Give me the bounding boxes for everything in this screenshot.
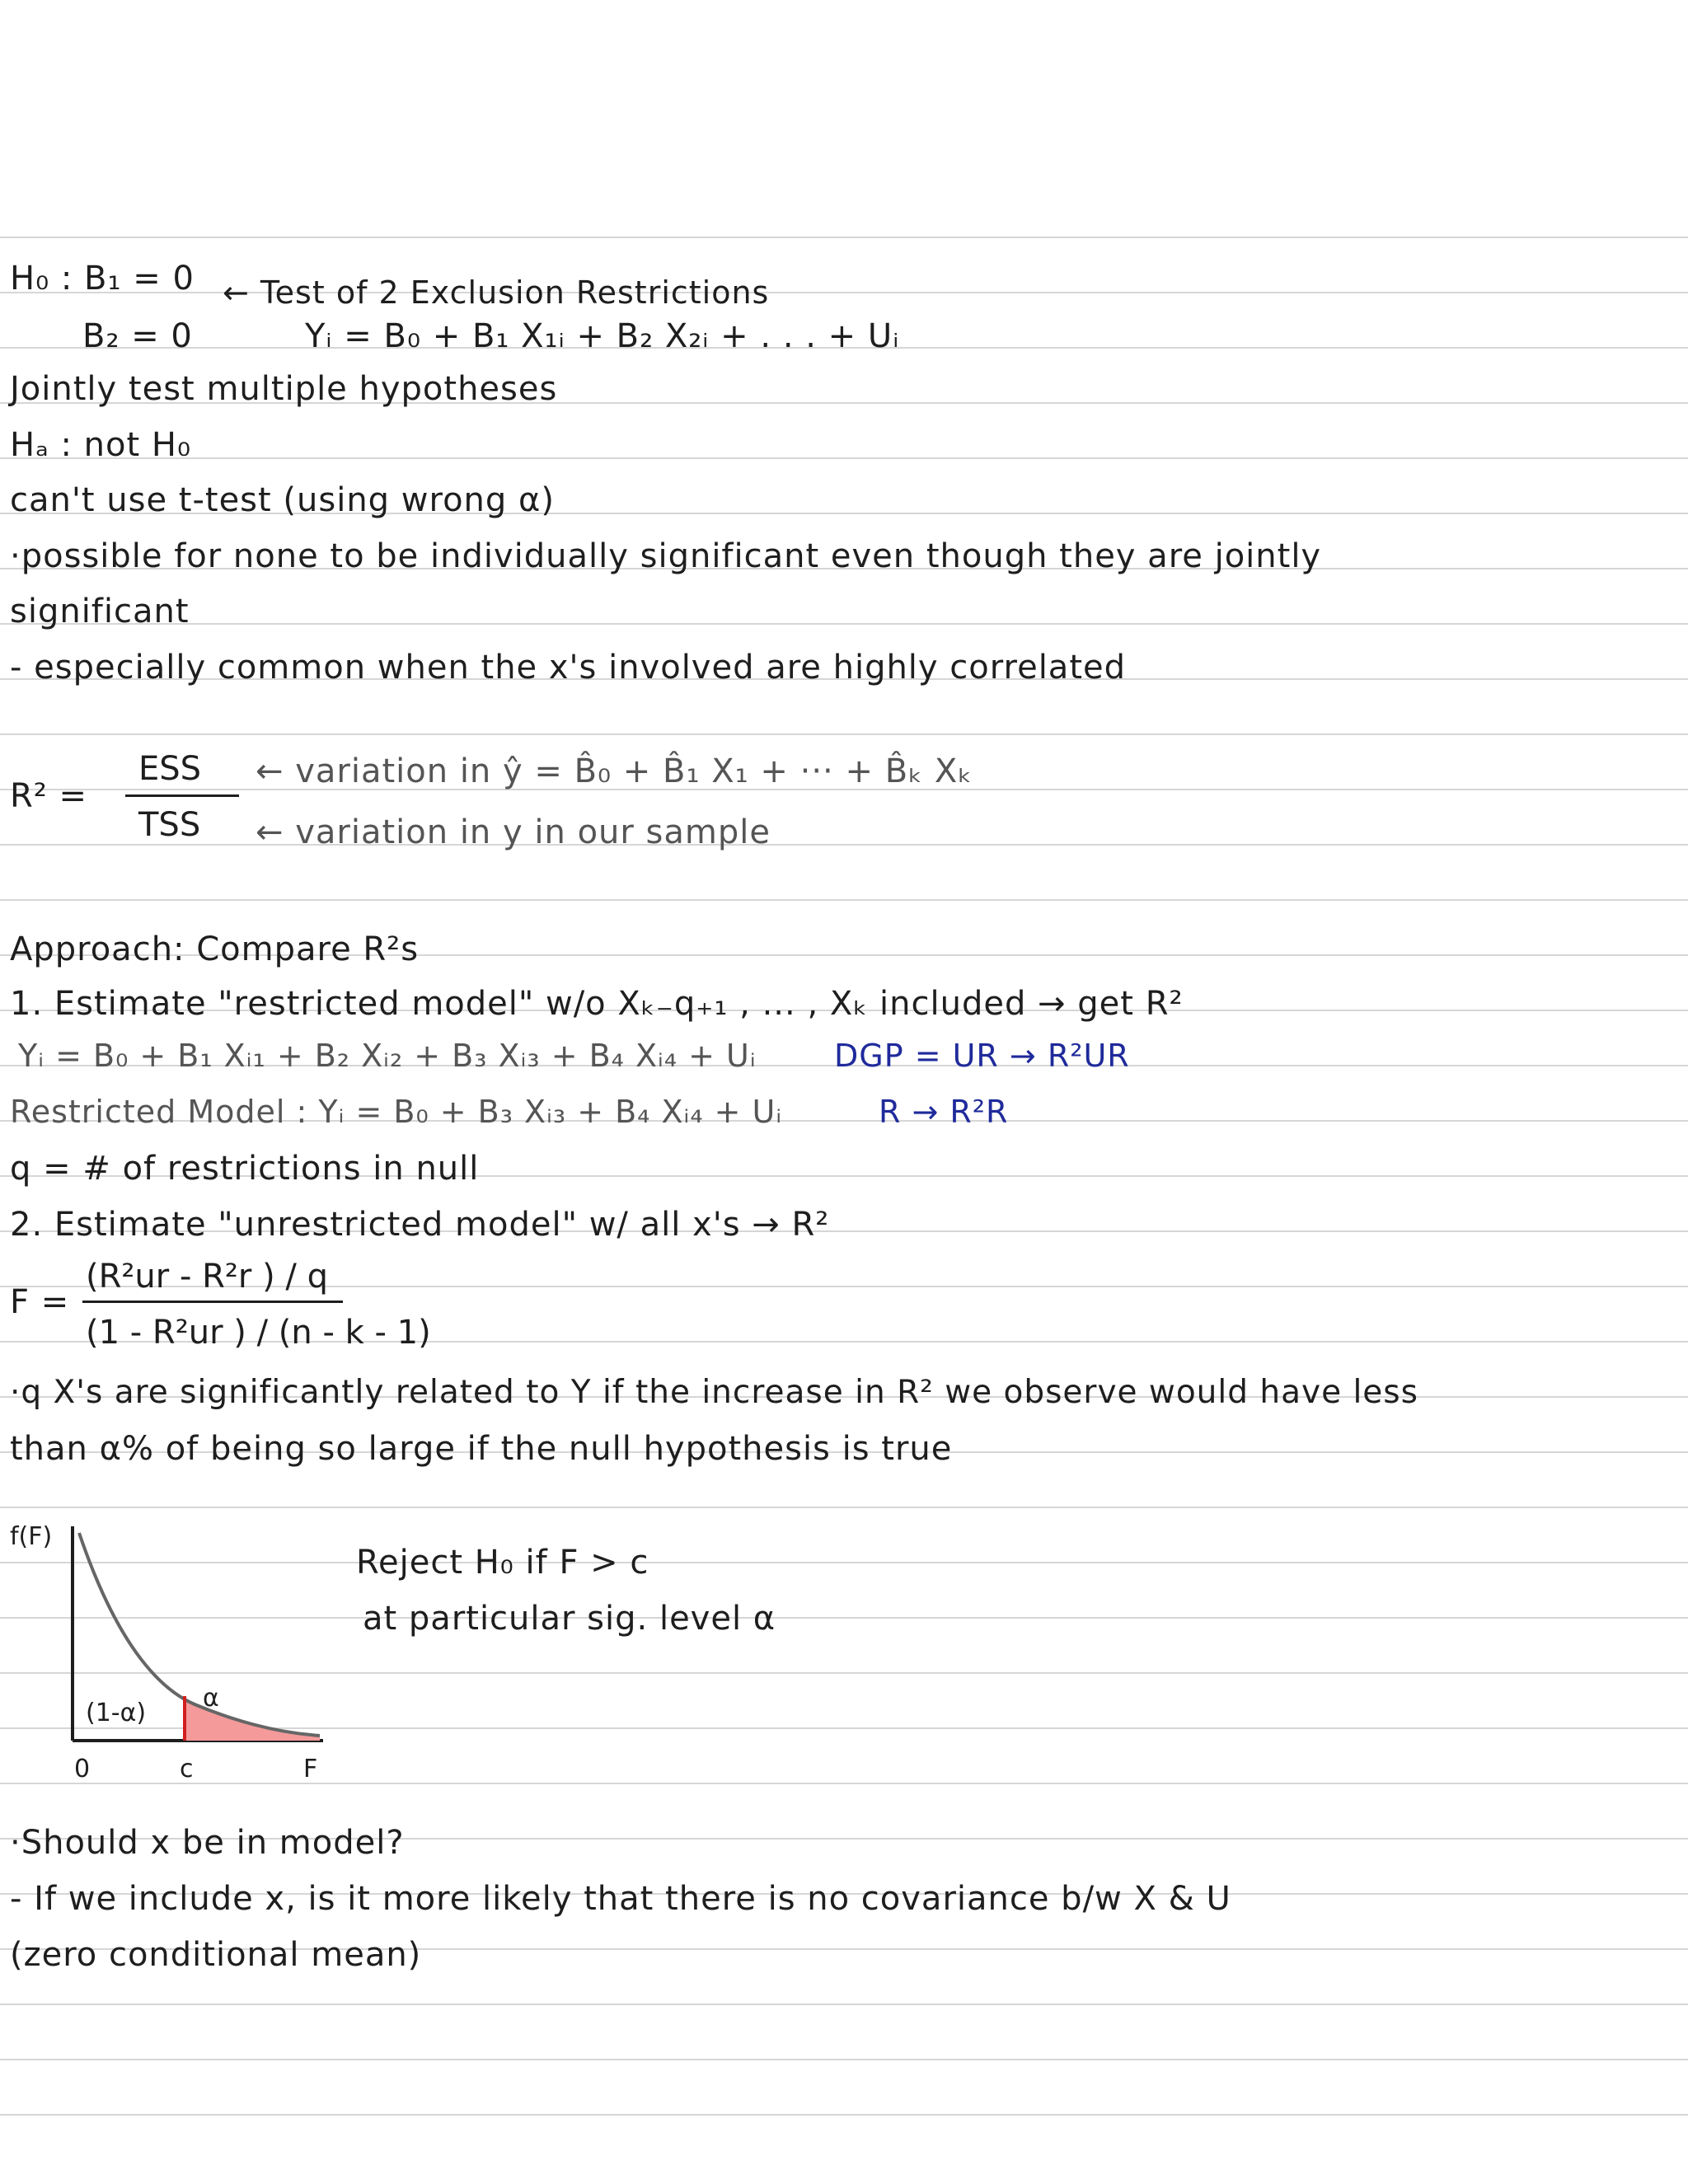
r2-denominator: TSS bbox=[138, 806, 201, 844]
approach-title: Approach: Compare R²s bbox=[10, 930, 420, 968]
q-definition: q = # of restrictions in null bbox=[10, 1150, 480, 1188]
f-fraction-bar bbox=[82, 1301, 343, 1303]
graph-origin-label: 0 bbox=[74, 1755, 91, 1783]
step2: 2. Estimate "unrestricted model" w/ all x's → R² bbox=[10, 1206, 830, 1244]
graph-area-label: (1-α) bbox=[86, 1699, 147, 1727]
step1: 1. Estimate "restricted model" w/o Xₖ₋q₊₁ , ... , Xₖ included → get R² bbox=[10, 985, 1184, 1023]
r2-numerator: ESS bbox=[138, 750, 202, 788]
restricted-note: R → R²R bbox=[879, 1094, 1009, 1130]
f-numerator: (R²ur - R²r ) / q bbox=[86, 1258, 328, 1296]
dgp-note: DGP = UR → R²UR bbox=[834, 1038, 1130, 1074]
no-t-test-note: can't use t-test (using wrong α) bbox=[10, 481, 555, 519]
graph-y-label: f(F) bbox=[10, 1522, 53, 1551]
f-distribution-graph bbox=[0, 1508, 379, 1788]
model-question: ·Should x be in model? bbox=[10, 1824, 405, 1862]
graph-alpha-label: α bbox=[203, 1684, 219, 1713]
r2-fraction-bar bbox=[125, 794, 239, 797]
h0-line1: H₀ : B₁ = 0 bbox=[10, 260, 195, 298]
bullet-individual-significance: ·possible for none to be individually significant even though they are jointly bbox=[10, 537, 1322, 575]
model-answer: - If we include x, is it more likely that there is no covariance b/w X & U bbox=[10, 1880, 1231, 1918]
bullet-individual-significance-cont: significant bbox=[10, 593, 190, 630]
reject-rule-line2: at particular sig. level α bbox=[363, 1600, 776, 1638]
h0-line2: B₂ = 0 bbox=[82, 317, 193, 355]
r2-denominator-note: ← variation in y in our sample bbox=[256, 813, 771, 851]
r2-numerator-note: ← variation in ŷ = B̂₀ + B̂₁ X₁ + ··· + B̂ₖ Xₖ bbox=[256, 752, 973, 790]
bullet-correlated: - especially common when the x's involved are highly correlated bbox=[10, 649, 1126, 687]
model-answer-cont: (zero conditional mean) bbox=[10, 1936, 422, 1974]
significance-note-cont: than α% of being so large if the null hypothesis is true bbox=[10, 1430, 953, 1468]
r2-lhs: R² = bbox=[10, 777, 88, 815]
test-label: ← Test of 2 Exclusion Restrictions bbox=[223, 274, 770, 311]
joint-test-note: Jointly test multiple hypotheses bbox=[10, 370, 558, 408]
graph-c-label: c bbox=[180, 1755, 194, 1783]
ha-line: Hₐ : not H₀ bbox=[10, 426, 191, 464]
f-lhs: F = bbox=[10, 1283, 70, 1321]
significance-note: ·q X's are significantly related to Y if the increase in R² we observe would have less bbox=[10, 1374, 1418, 1411]
restricted-model-equation: Restricted Model : Yᵢ = B₀ + B₃ Xᵢ₃ + B₄ Xᵢ₄ + Uᵢ bbox=[10, 1094, 783, 1130]
graph-x-label: F bbox=[303, 1755, 318, 1783]
f-denominator: (1 - R²ur ) / (n - k - 1) bbox=[86, 1314, 431, 1352]
dgp-equation: Yᵢ = B₀ + B₁ Xᵢ₁ + B₂ Xᵢ₂ + B₃ Xᵢ₃ + B₄ Xᵢ₄ + Uᵢ bbox=[18, 1038, 757, 1074]
model-equation: Yᵢ = B₀ + B₁ X₁ᵢ + B₂ X₂ᵢ + . . . + Uᵢ bbox=[305, 317, 900, 355]
reject-rule-line1: Reject H₀ if F > c bbox=[356, 1544, 649, 1582]
